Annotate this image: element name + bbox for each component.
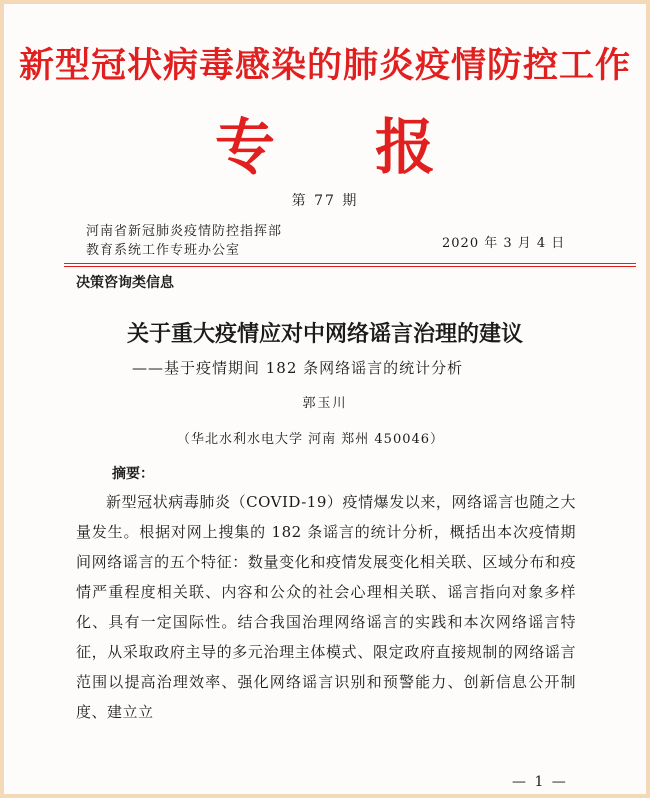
article-title: 关于重大疫情应对中网络谣言治理的建议 xyxy=(126,321,523,347)
header-divider-thin xyxy=(64,266,636,267)
page-number: — 1 — xyxy=(512,774,568,790)
abstract-label: 摘要： xyxy=(112,466,154,482)
category-label: 决策咨询类信息 xyxy=(76,275,174,291)
document-headline: 新型冠状病毒感染的肺炎疫情防控工作 xyxy=(18,45,631,86)
header-divider-thick xyxy=(64,263,636,264)
issuer-line-1: 河南省新冠肺炎疫情防控指挥部 xyxy=(86,224,283,239)
issuer-block xyxy=(86,222,282,260)
article-subtitle: ——基于疫情期间 182 条网络谣言的统计分析 xyxy=(132,359,464,377)
special-report-char-2: 报 xyxy=(375,113,435,183)
author-affiliation: （华北水利水电大学 河南 郑州 450046） xyxy=(177,432,445,447)
issuer-line-2: 教育系统工作专班办公室 xyxy=(86,243,241,258)
author-name: 郭玉川 xyxy=(302,396,348,411)
special-report-char-1: 专 xyxy=(215,113,275,183)
issue-date: 2020 年 3 月 4 日 xyxy=(442,236,566,251)
issue-number: 第 77 期 xyxy=(291,193,359,209)
abstract-paragraph: 新型冠状病毒肺炎（COVID-19）疫情爆发以来，网络谣言也随之大量发生。根据对网上搜集的 182 条谣言的统计分析，概括出本次疫情期间网络谣言的五个特征：数量变化和疫情发展变化相关联、区域分布和疫情严重程度相关联、内容和公众的社会心理相关联、谣言指向对象多样化、具有一定国际性。结合我国治理网络谣言的实践和本次网络谣言特征，从采取政府主导的多元治理主体模式、限定政府直接规制的网络谣言范围以提高治理效率、强化网络谣言识别和预警能力、创新信息公开制度、建立立 xyxy=(76,493,576,721)
special-report-title xyxy=(4,100,646,186)
